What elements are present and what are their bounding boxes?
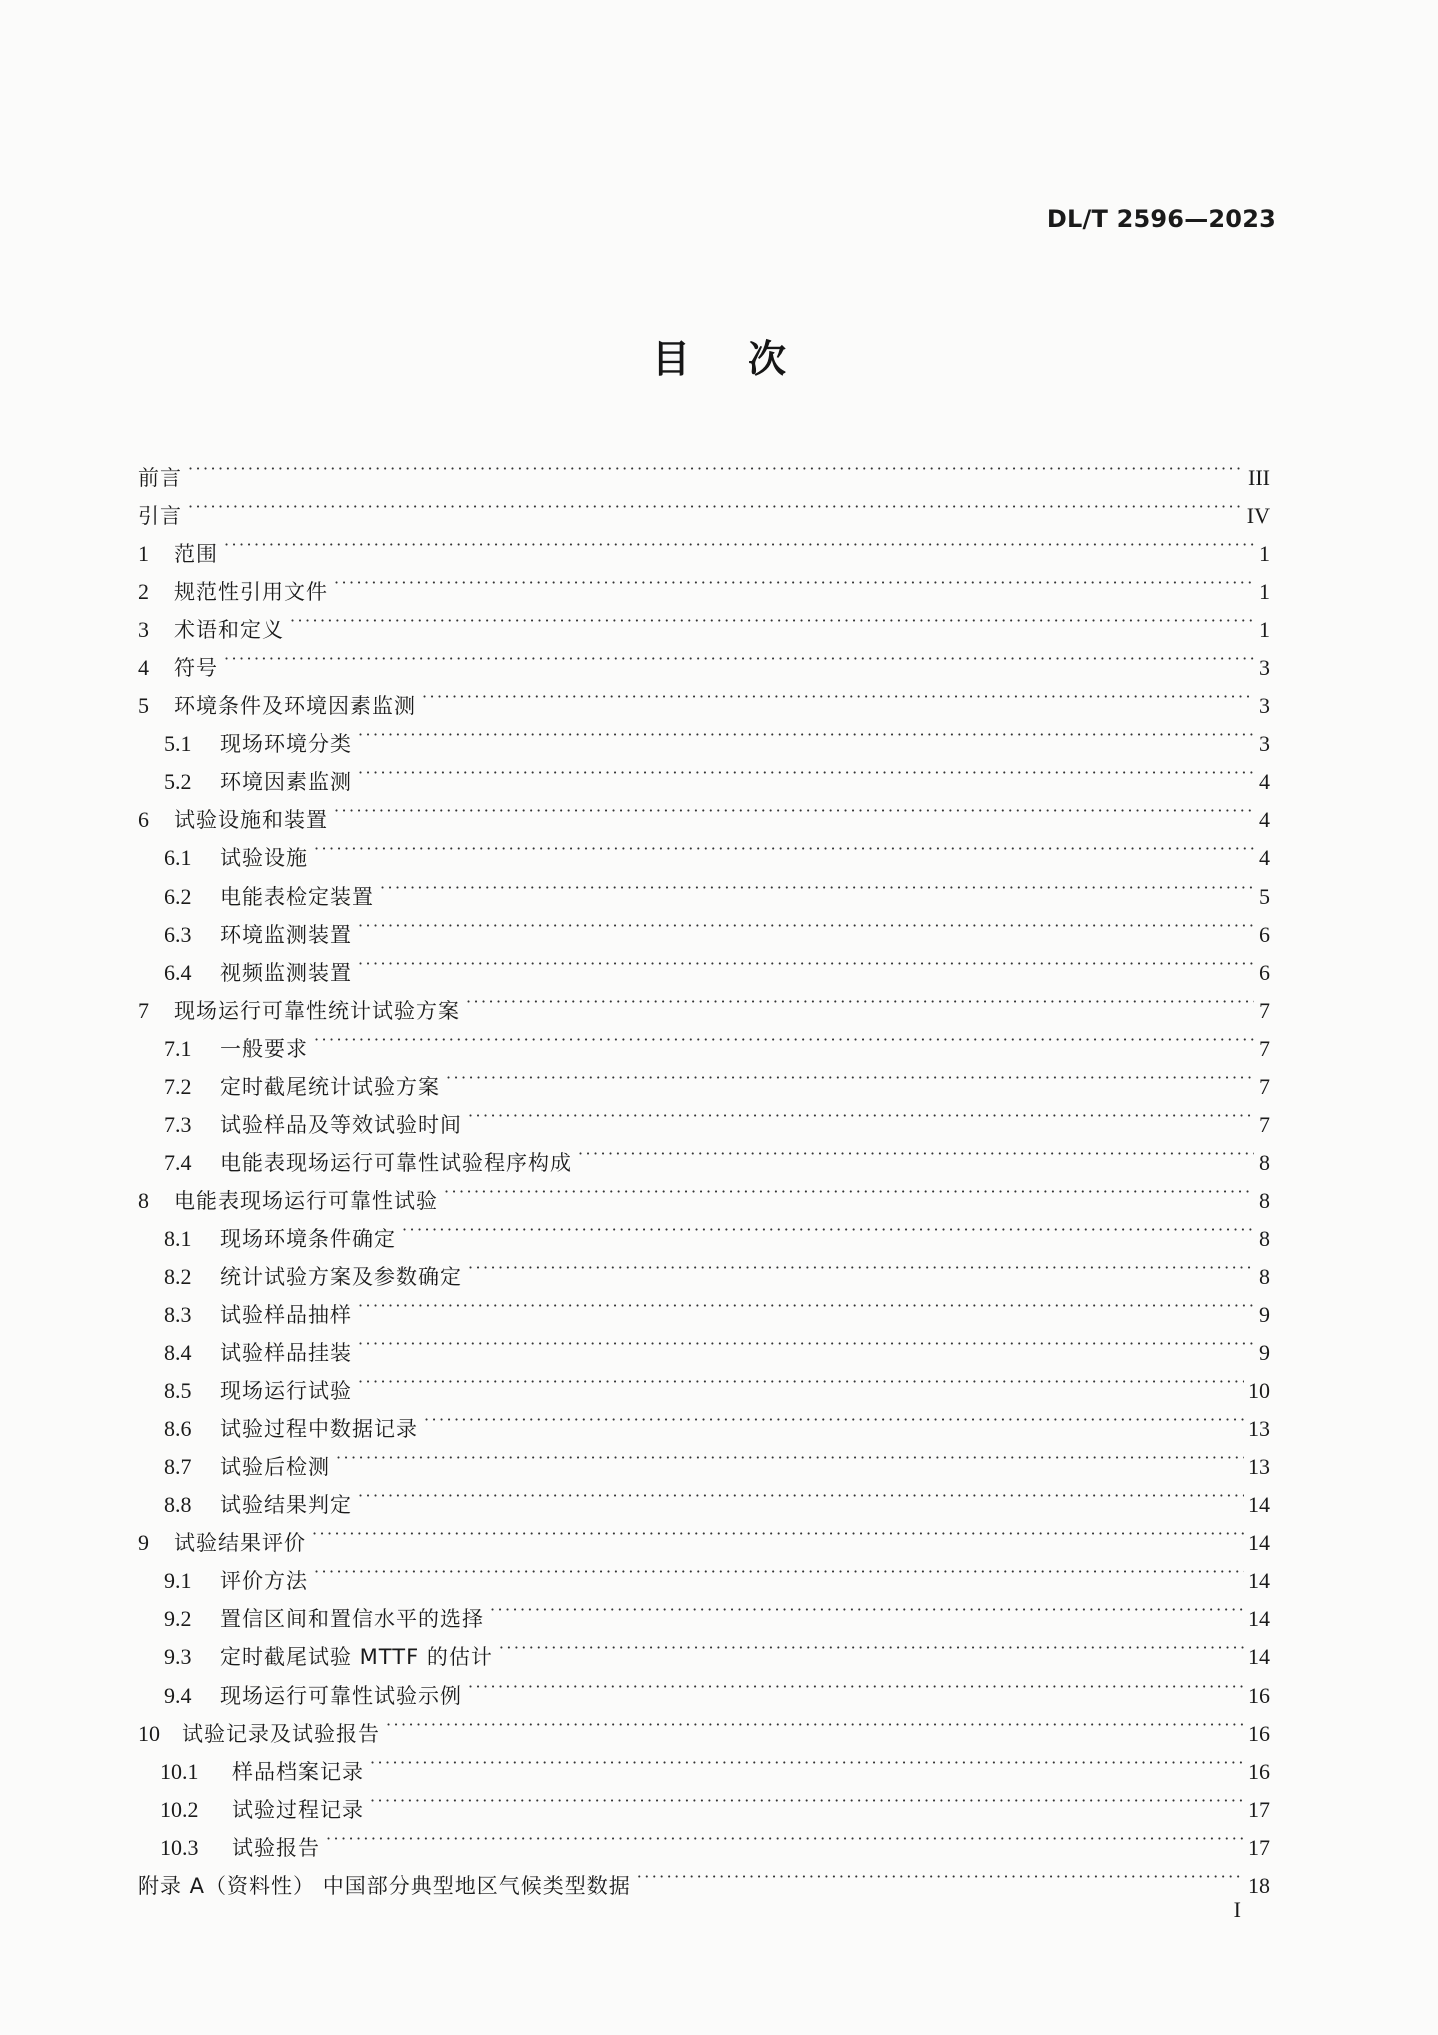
toc-entry-page: 13 [1248, 1454, 1270, 1480]
toc-entry-number: 3 [138, 617, 149, 643]
toc-entry-label: 试验过程记录 [232, 1797, 364, 1822]
toc-entry[interactable] [138, 523, 1270, 567]
toc-leader-dots [466, 980, 1254, 1018]
toc-entry-number: 6.3 [164, 921, 192, 947]
toc-entry-number: 8.2 [164, 1263, 192, 1289]
toc-leader-dots [370, 1741, 1244, 1779]
standard-code: DL/T 2596—2023 [1046, 205, 1276, 233]
toc-entry-page: 14 [1248, 1568, 1270, 1594]
toc-entry-label: 符号 [174, 656, 218, 681]
toc-entry-number: 10.1 [160, 1758, 199, 1784]
toc-entry-label: 现场运行可靠性统计试验方案 [174, 998, 460, 1023]
toc-leader-dots [312, 1512, 1244, 1550]
toc-leader-dots [314, 1018, 1254, 1056]
toc-entry[interactable] [138, 599, 1270, 643]
toc-entry-number: 8.5 [164, 1378, 192, 1404]
toc-entry[interactable] [138, 637, 1270, 681]
toc-leader-dots [380, 866, 1254, 904]
toc-entry-label: 电能表现场运行可靠性试验程序构成 [220, 1150, 572, 1175]
toc-entry-page: 7 [1259, 1073, 1270, 1099]
toc-leader-dots [468, 1246, 1254, 1284]
toc-entry-page: 1 [1259, 541, 1270, 567]
toc-entry-number: 8.4 [164, 1340, 192, 1366]
toc-entry[interactable] [138, 447, 1270, 490]
toc-entry-page: 3 [1259, 731, 1270, 757]
toc-entry-page: 5 [1259, 883, 1270, 909]
toc-entry-page: 13 [1248, 1416, 1270, 1442]
toc-entry[interactable] [138, 1550, 1270, 1594]
toc-entry-label: 环境因素监测 [220, 770, 352, 795]
toc-entry[interactable] [138, 675, 1270, 719]
toc-leader-dots [490, 1588, 1244, 1626]
toc-entry-number: 6.2 [164, 883, 192, 909]
toc-leader-dots [334, 789, 1254, 827]
toc-entry-label: 现场运行试验 [220, 1379, 352, 1404]
toc-entry-page: 4 [1259, 807, 1270, 833]
toc-entry-number: 4 [138, 655, 149, 681]
toc-leader-dots [358, 1474, 1244, 1512]
toc-entry-page: IV [1246, 503, 1270, 529]
toc-leader-dots [188, 447, 1244, 485]
toc-entry-page: 8 [1259, 1263, 1270, 1289]
toc-leader-dots [314, 827, 1254, 865]
toc-entry-page: 7 [1259, 1035, 1270, 1061]
toc-entry-label: 现场环境条件确定 [220, 1226, 396, 1251]
toc-entry-label: 环境监测装置 [220, 922, 352, 947]
toc-entry-page: 8 [1259, 1149, 1270, 1175]
toc-entry-label: 试验后检测 [220, 1455, 330, 1480]
toc-leader-dots [468, 1665, 1244, 1703]
toc-entry-number: 7.2 [164, 1073, 192, 1099]
toc-entry-page: 14 [1248, 1530, 1270, 1556]
toc-entry-number: 8.6 [164, 1416, 192, 1442]
toc-leader-dots [358, 1322, 1254, 1360]
toc-entry-label: 术语和定义 [174, 618, 284, 643]
toc-entry-label: 试验报告 [232, 1835, 320, 1860]
toc-entry-number: 6.1 [164, 845, 192, 871]
toc-leader-dots [370, 1779, 1244, 1817]
toc-entry-page: 6 [1259, 921, 1270, 947]
toc-leader-dots [358, 1360, 1244, 1398]
toc-leader-dots [326, 1817, 1244, 1855]
toc-entry-page: 7 [1259, 997, 1270, 1023]
toc-entry-page: 16 [1248, 1758, 1270, 1784]
toc-entry-label: 置信区间和置信水平的选择 [220, 1607, 484, 1632]
toc-leader-dots [637, 1855, 1244, 1893]
toc-entry-number: 9 [138, 1530, 149, 1556]
toc-leader-dots [358, 751, 1254, 789]
toc-entry-number: 5.1 [164, 731, 192, 757]
toc-entry-page: 8 [1259, 1187, 1270, 1213]
toc-entry-label: 统计试验方案及参数确定 [220, 1264, 462, 1289]
toc-entry-page: 18 [1248, 1872, 1270, 1898]
toc-entry-label: 试验结果判定 [220, 1493, 352, 1518]
page-title: 目次 [651, 337, 844, 381]
toc-entry[interactable] [138, 561, 1270, 605]
toc-entry-label: 电能表检定装置 [220, 884, 374, 909]
toc-entry-page: 8 [1259, 1225, 1270, 1251]
toc-leader-dots [424, 1398, 1244, 1436]
toc-entry-number: 10.3 [160, 1834, 199, 1860]
toc-entry-number: 9.4 [164, 1682, 192, 1708]
toc-entry-page: 16 [1248, 1720, 1270, 1746]
toc-entry-label: 规范性引用文件 [174, 580, 328, 605]
toc-entry-page: 3 [1259, 655, 1270, 681]
toc-entry-label: 引言 [138, 504, 182, 529]
toc-entry-number: 8.1 [164, 1225, 192, 1251]
toc-entry-label: 视频监测装置 [220, 960, 352, 985]
toc-entry-page: 9 [1259, 1302, 1270, 1328]
toc-entry-number: 8.7 [164, 1454, 192, 1480]
toc-entry-label: 范围 [174, 542, 218, 567]
toc-entry-label: 电能表现场运行可靠性试验 [174, 1188, 438, 1213]
toc-leader-dots [386, 1703, 1244, 1741]
toc-entry-number: 7.1 [164, 1035, 192, 1061]
toc-entry-label: 前言 [138, 466, 182, 490]
toc-entry-label: 试验过程中数据记录 [220, 1417, 418, 1442]
toc-entry-page: 17 [1248, 1834, 1270, 1860]
toc-entry-page: 9 [1259, 1340, 1270, 1366]
toc-entry-page: 14 [1248, 1492, 1270, 1518]
toc-leader-dots [402, 1208, 1254, 1246]
toc-entry-number: 2 [138, 579, 149, 605]
toc-entry-number: 1 [138, 541, 149, 567]
toc-entry-label: 试验结果评价 [174, 1531, 306, 1556]
toc-leader-dots [336, 1436, 1244, 1474]
toc-entry-page: 4 [1259, 845, 1270, 871]
toc-entry-label: 试验设施和装置 [174, 808, 328, 833]
toc-leader-dots [358, 1284, 1254, 1322]
toc-leader-dots [224, 523, 1254, 561]
toc-entry-page: 6 [1259, 959, 1270, 985]
toc-entry-label: 试验样品挂装 [220, 1341, 352, 1366]
toc-entry-number: 6 [138, 807, 149, 833]
toc-entry-label: 试验记录及试验报告 [182, 1721, 380, 1746]
toc-entry-number: 5 [138, 693, 149, 719]
toc-entry-number: 9.3 [164, 1644, 192, 1670]
toc-leader-dots [422, 675, 1254, 713]
toc-entry-page: 14 [1248, 1606, 1270, 1632]
toc-entry-label: 试验设施 [220, 846, 308, 871]
toc-entry-label: 现场环境分类 [220, 732, 352, 757]
toc-entry-number: 8 [138, 1187, 149, 1213]
toc-entry-page: III [1248, 465, 1270, 490]
toc-entry-page: 1 [1259, 579, 1270, 605]
toc-entry-label: 环境条件及环境因素监测 [174, 694, 416, 719]
toc-entry-page: 3 [1259, 693, 1270, 719]
table-of-contents [138, 447, 1270, 1898]
toc-leader-dots [334, 561, 1254, 599]
toc-entry-page: 16 [1248, 1682, 1270, 1708]
toc-leader-dots [468, 1094, 1254, 1132]
toc-leader-dots [188, 485, 1243, 523]
toc-entry-number: 9.2 [164, 1606, 192, 1632]
page-number: I [1233, 1897, 1241, 1922]
toc-entry-number: 9.1 [164, 1568, 192, 1594]
toc-entry-number: 8.3 [164, 1302, 192, 1328]
toc-entry-number: 8.8 [164, 1492, 192, 1518]
toc-entry-page: 4 [1259, 769, 1270, 795]
toc-entry-label: 附录 A（资料性） 中国部分典型地区气候类型数据 [138, 1873, 631, 1898]
toc-entry-number: 10.2 [160, 1796, 199, 1822]
toc-entry-label: 现场运行可靠性试验示例 [220, 1683, 462, 1708]
toc-entry-label: 定时截尾统计试验方案 [220, 1074, 440, 1099]
toc-leader-dots [290, 599, 1254, 637]
toc-leader-dots [499, 1626, 1244, 1664]
toc-entry-number: 10 [138, 1720, 160, 1746]
toc-entry-number: 7.3 [164, 1111, 192, 1137]
toc-entry-label: 试验样品及等效试验时间 [220, 1112, 462, 1137]
toc-entry-number: 7.4 [164, 1149, 192, 1175]
toc-entry-page: 14 [1248, 1644, 1270, 1670]
toc-entry-page: 17 [1248, 1796, 1270, 1822]
toc-leader-dots [358, 713, 1254, 751]
toc-entry[interactable] [138, 485, 1270, 529]
toc-entry-label: 评价方法 [220, 1569, 308, 1594]
toc-entry-label: 试验样品抽样 [220, 1303, 352, 1328]
toc-leader-dots [358, 942, 1254, 980]
toc-leader-dots [446, 1056, 1254, 1094]
toc-entry-number: 7 [138, 997, 149, 1023]
toc-entry-page: 1 [1259, 617, 1270, 643]
toc-leader-dots [444, 1170, 1254, 1208]
toc-leader-dots [314, 1550, 1244, 1588]
toc-entry-page: 7 [1259, 1111, 1270, 1137]
toc-leader-dots [578, 1132, 1254, 1170]
toc-entry-page: 10 [1248, 1378, 1270, 1404]
toc-entry-label: 一般要求 [220, 1036, 308, 1061]
toc-leader-dots [358, 904, 1254, 942]
toc-entry-number: 6.4 [164, 959, 192, 985]
toc-entry-number: 5.2 [164, 769, 192, 795]
toc-leader-dots [224, 637, 1254, 675]
toc-entry-label: 样品档案记录 [232, 1759, 364, 1784]
toc-entry-label: 定时截尾试验 MTTF 的估计 [220, 1645, 493, 1670]
